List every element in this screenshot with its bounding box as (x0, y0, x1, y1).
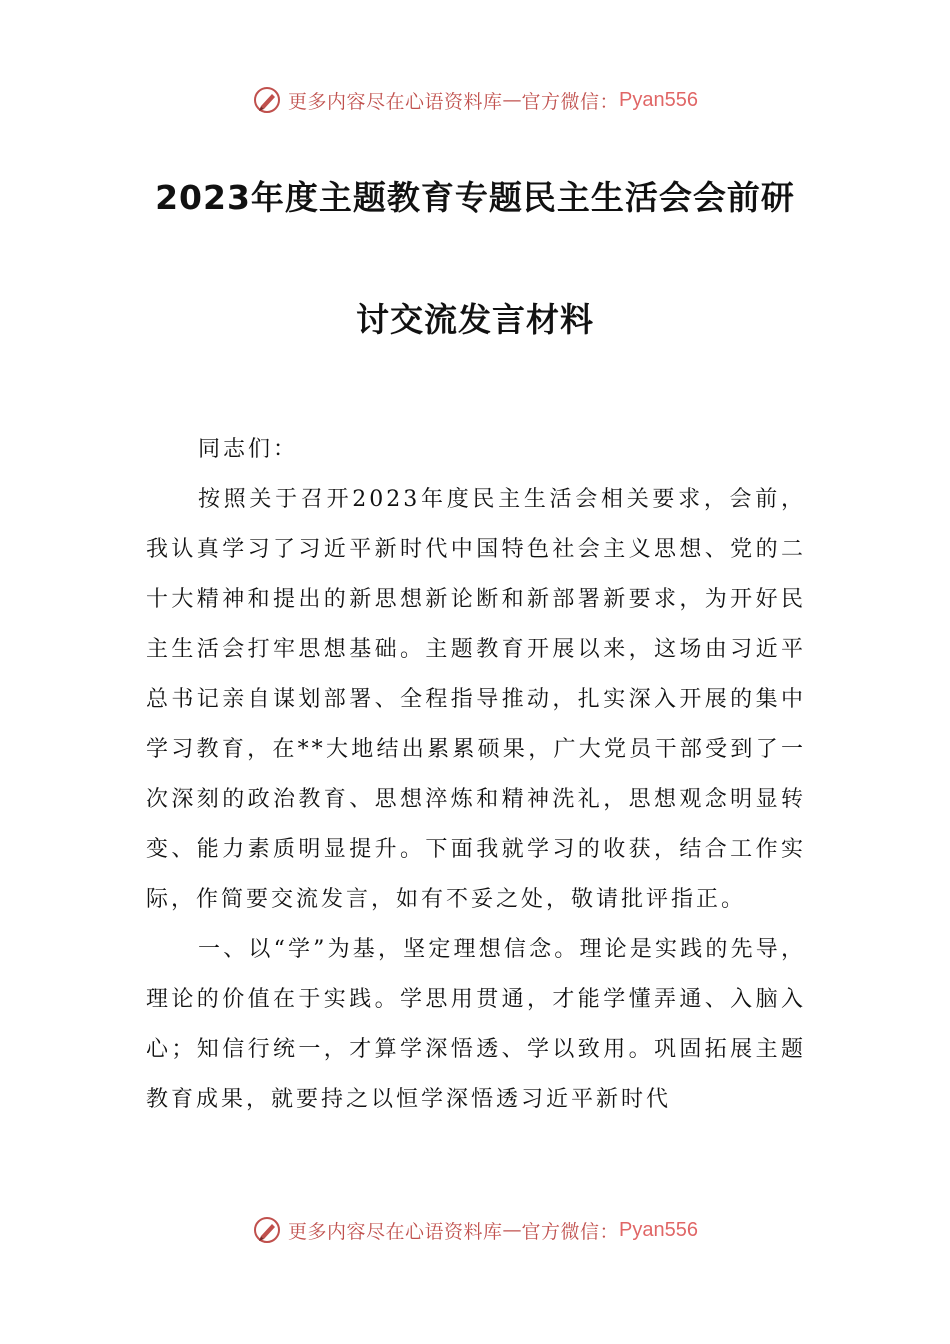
header-watermark (0, 80, 950, 120)
body-paragraph: 按照关于召开2023年度民主生活会相关要求，会前，我认真学习了习近平新时代中国特色社会主义思想、党的二十大精神和提出的新思想新论断和新部署新要求，为开好民主生活会打牢思想基础。主题教育开展以来，这场由习近平总书记亲自谋划部署、全程指导推动，扎实深入开展的集中学习教育，在**大地结出累累硕果，广大党员干部受到了一次深刻的政治教育、思想淬炼和精神洗礼，思想观念明显转变、能力素质明显提升。下面我就学习的收获，结合工作实际，作简要交流发言，如有不妥之处，敬请批评指正。 (146, 487, 806, 912)
watermark-separator: — (502, 1219, 522, 1241)
footer-watermark (0, 1210, 950, 1250)
watermark-wechat-label: 官方微信： (521, 1220, 620, 1243)
document-title-line-1: 2023年度主题教育专题民主生活会会前研 (155, 178, 795, 217)
watermark-text: 更多内容尽在心语资料库 (288, 1220, 503, 1243)
document-body (146, 425, 806, 1125)
document-title-line-2: 讨交流发言材料 (356, 300, 594, 339)
watermark-wechat-id: Pyan556 (619, 88, 698, 111)
pen-logo-icon (252, 1215, 282, 1245)
body-paragraph: 一、以“学”为基，坚定理想信念。理论是实践的先导，理论的价值在于实践。学思用贯通，才能学懂弄通、入脑入心；知信行统一，才算学深悟透、学以致用。巩固拓展主题教育成果，就要持之以恒学深悟透习近平新时代 (146, 937, 806, 1112)
watermark-wechat-id: Pyan556 (619, 1218, 698, 1241)
watermark-separator: — (502, 89, 522, 111)
watermark-text: 更多内容尽在心语资料库 (288, 90, 503, 113)
salutation: 同志们： (198, 437, 299, 462)
pen-logo-icon (252, 85, 282, 115)
watermark-wechat-label: 官方微信： (521, 90, 620, 113)
